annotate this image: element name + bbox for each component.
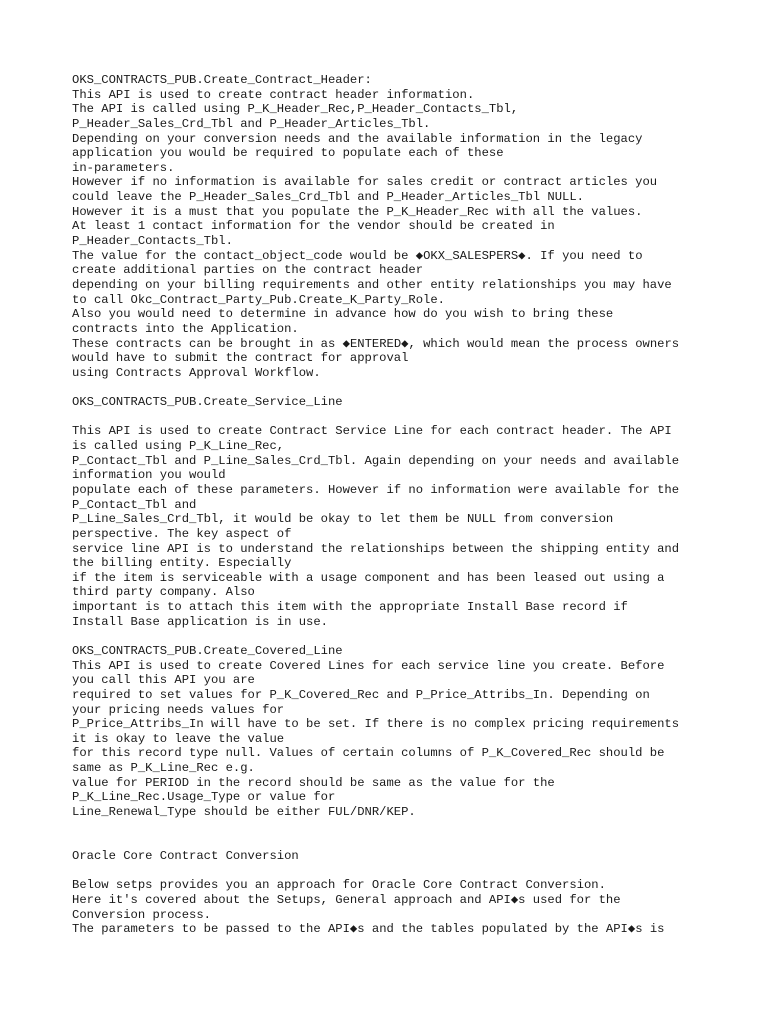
text-line: At least 1 contact information for the vendor should be created in [72,219,555,234]
text-line: This API is used to create Covered Lines for each service line you create. Before [72,658,665,673]
text-line: Line_Renewal_Type should be either FUL/DNR/KEP. [72,805,416,820]
text-line: could leave the P_Header_Sales_Crd_Tbl and P_Header_Articles_Tbl NULL. [72,190,584,205]
text-line: you call this API you are [72,673,255,688]
text-line: Conversion process. [72,907,211,922]
blank-line [72,629,712,644]
text-line: it is okay to leave the value [72,731,285,746]
text-line: using Contracts Approval Workflow. [72,365,321,380]
text-line: your pricing needs values for [72,702,285,717]
text-line: P_K_Line_Rec.Usage_Type or value for [72,790,336,805]
text-line: Install Base application is in use. [72,614,328,629]
text-line: would have to submit the contract for approval [72,351,409,366]
blank-line [72,410,712,425]
text-line: same as P_K_Line_Rec e.g. [72,761,255,776]
text-line: create additional parties on the contract header [72,263,424,278]
text-line: is called using P_K_Line_Rec, [72,439,285,454]
text-line: P_Contact_Tbl and [72,497,197,512]
text-line: However if no information is available for sales credit or contract articles you [72,175,658,190]
text-line: required to set values for P_K_Covered_Rec and P_Price_Attribs_In. Depending on [72,687,650,702]
text-line: for this record type null. Values of certain columns of P_K_Covered_Rec should be [72,746,665,761]
text-line: to call Okc_Contract_Party_Pub.Create_K_Party_Role. [72,292,445,307]
text-line: important is to attach this item with the appropriate Install Base record if [72,600,628,615]
text-line: Here it's covered about the Setups, General approach and API◆s used for the [72,892,621,907]
text-line: P_Contact_Tbl and P_Line_Sales_Crd_Tbl. Again depending on your needs and available [72,453,680,468]
section-core-contract-conversion-body [72,878,712,937]
section-create-covered-line [72,644,712,820]
text-line: service line API is to understand the relationships between the shipping entity and [72,541,680,556]
blank-line [72,864,712,879]
section-create-service-line-body [72,424,712,629]
text-line: application you would be required to populate each of these [72,146,504,161]
blank-line [72,380,712,395]
section-heading: OKS_CONTRACTS_PUB.Create_Service_Line [72,395,343,410]
text-line: depending on your billing requirements and other entity relationships you may have [72,277,672,292]
section-core-contract-conversion-heading [72,849,712,864]
text-line: populate each of these parameters. However if no information were available for the [72,482,680,497]
blank-line [72,820,712,849]
section-heading: OKS_CONTRACTS_PUB.Create_Contract_Header: [72,73,372,87]
text-line: The parameters to be passed to the API◆s and the tables populated by the API◆s is [72,922,665,937]
text-line: However it is a must that you populate the P_K_Header_Rec with all the values. [72,204,643,219]
text-line: Depending on your conversion needs and the available information in the legacy [72,131,643,146]
text-line: P_Price_Attribs_In will have to be set. If there is no complex pricing requirements [72,717,680,732]
text-line: The value for the contact_object_code would be ◆OKX_SALESPERS◆. If you need to [72,248,643,263]
text-line: The API is called using P_K_Header_Rec,P_Header_Contacts_Tbl, [72,102,519,117]
text-line: contracts into the Application. [72,321,299,336]
document-page [72,73,712,937]
text-line: third party company. Also [72,585,255,600]
text-line: information you would [72,468,226,483]
text-line: if the item is serviceable with a usage component and has been leased out using a [72,570,665,585]
text-line: P_Header_Sales_Crd_Tbl and P_Header_Articles_Tbl. [72,116,431,131]
section-heading: OKS_CONTRACTS_PUB.Create_Covered_Line [72,643,343,658]
text-line: P_Line_Sales_Crd_Tbl, it would be okay to let them be NULL from conversion [72,512,614,527]
text-line: Below setps provides you an approach for Oracle Core Contract Conversion. [72,878,606,893]
section-create-service-line-heading [72,395,712,410]
text-line: in-parameters. [72,160,175,175]
text-line: P_Header_Contacts_Tbl. [72,234,233,249]
text-line: Also you would need to determine in advance how do you wish to bring these [72,307,614,322]
section-create-contract-header [72,73,712,380]
section-heading: Oracle Core Contract Conversion [72,848,299,863]
text-line: These contracts can be brought in as ◆ENTERED◆, which would mean the process owners [72,336,680,351]
text-line: This API is used to create Contract Service Line for each contract header. The API [72,424,672,439]
text-line: value for PERIOD in the record should be same as the value for the [72,775,555,790]
text-line: This API is used to create contract header information. [72,87,475,102]
text-line: the billing entity. Especially [72,556,292,571]
text-line: perspective. The key aspect of [72,526,292,541]
